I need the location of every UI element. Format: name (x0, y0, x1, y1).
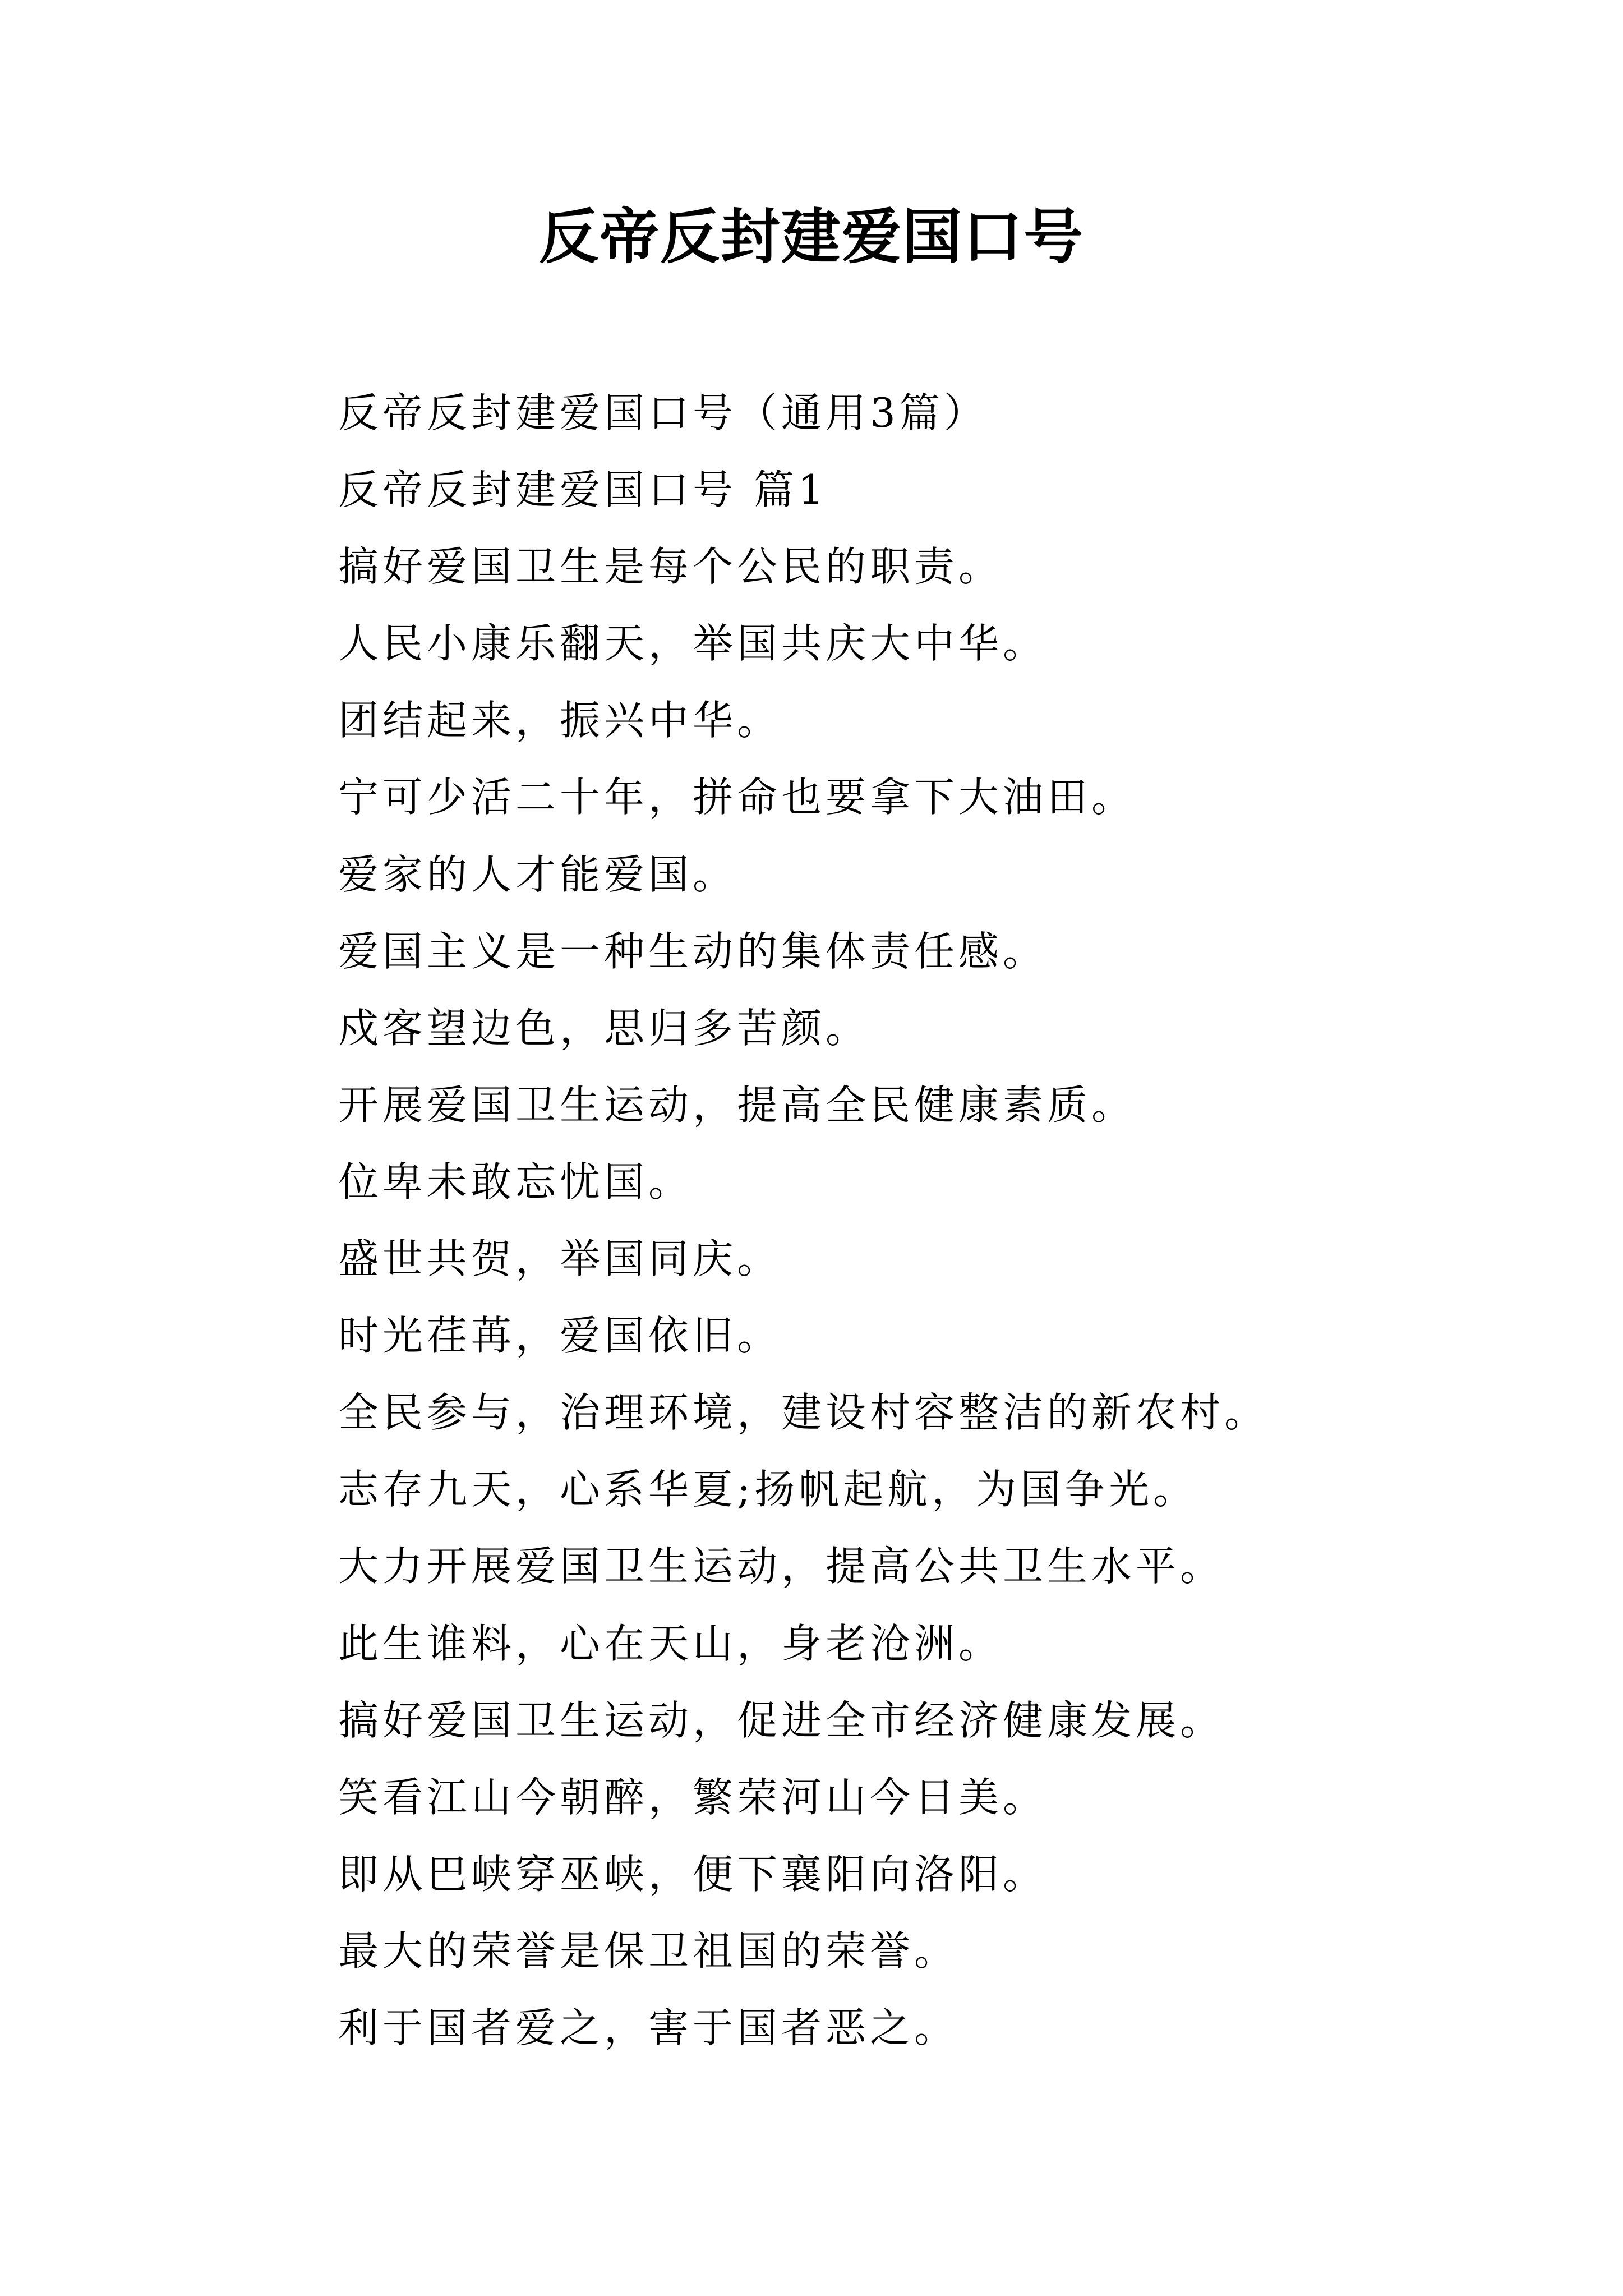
text-line-subtitle: 反帝反封建爱国口号（通用3篇） (338, 389, 988, 436)
slogan-line: 开展爱国卫生运动，提高全民健康素质。 (338, 1081, 1136, 1129)
slogan-line: 志存九天，心系华夏;扬帆起航，为国争光。 (338, 1466, 1198, 1513)
document-title: 反帝反封建爱国口号 (539, 201, 1084, 272)
slogan-line: 戍客望边色，思归多苦颜。 (338, 1004, 870, 1052)
document-body (338, 375, 1516, 2067)
slogan-line: 即从巴峡穿巫峡，便下襄阳向洛阳。 (338, 1850, 1048, 1898)
slogan-line: 位卑未敢忘忧国。 (338, 1158, 693, 1205)
slogan-line: 搞好爱国卫生运动，促进全市经济健康发展。 (338, 1696, 1225, 1744)
slogan-line: 盛世共贺，举国同庆。 (338, 1235, 782, 1283)
slogan-line: 大力开展爱国卫生运动，提高公共卫生水平。 (338, 1543, 1225, 1590)
text-line-section-heading: 反帝反封建爱国口号 篇1 (338, 466, 828, 514)
slogan-line: 时光荏苒，爱国依旧。 (338, 1312, 782, 1360)
slogan-line: 最大的荣誉是保卫祖国的荣誉。 (338, 1927, 959, 1975)
slogan-line: 爱国主义是一种生动的集体责任感。 (338, 927, 1048, 975)
slogan-line: 宁可少活二十年，拼命也要拿下大油田。 (338, 774, 1136, 821)
slogan-line: 全民参与，治理环境，建设村容整洁的新农村。 (338, 1389, 1269, 1437)
slogan-line: 人民小康乐翻天，举国共庆大中华。 (338, 620, 1048, 668)
slogan-line: 团结起来，振兴中华。 (338, 697, 782, 744)
slogan-line: 笑看江山今朝醉，繁荣河山今日美。 (338, 1773, 1048, 1821)
slogan-line: 此生谁料，心在天山，身老沧洲。 (338, 1619, 1003, 1667)
slogan-line: 爱家的人才能爱国。 (338, 850, 737, 898)
slogan-line: 利于国者爱之，害于国者恶之。 (338, 2004, 959, 2051)
slogan-line: 搞好爱国卫生是每个公民的职责。 (338, 543, 1003, 591)
